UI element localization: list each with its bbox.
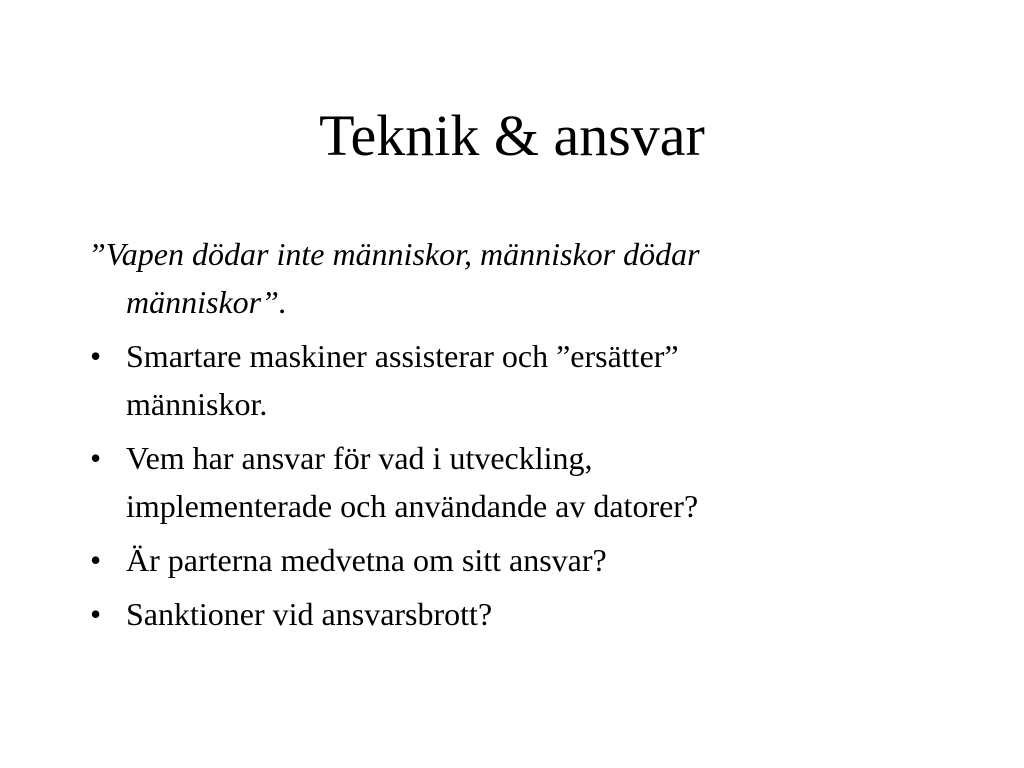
bullet-icon: • <box>90 338 102 374</box>
bullet-text: Sanktioner vid ansvarsbrott? <box>126 596 493 632</box>
bullet-item <box>88 590 968 638</box>
bullet-icon: • <box>90 440 102 476</box>
bullet-text: Är parterna medvetna om sitt ansvar? <box>126 542 607 578</box>
slide-title: Teknik & ansvar <box>319 103 705 168</box>
bullet-icon: • <box>90 596 102 632</box>
bullet-item <box>88 536 968 584</box>
slide-body <box>88 230 968 644</box>
quote-line-1: ”Vapen dödar inte människor, människor dödar <box>88 236 700 272</box>
bullet-item <box>88 332 968 428</box>
bullet-text-line-2: implementerade och användande av datorer? <box>126 488 699 524</box>
bullet-icon: • <box>90 542 102 578</box>
bullet-item <box>88 434 968 530</box>
bullet-list <box>88 332 968 638</box>
bullet-text-line-1: Vem har ansvar för vad i utveckling, <box>126 440 593 476</box>
quote <box>88 230 968 326</box>
quote-line-2: människor”. <box>126 284 287 320</box>
bullet-text-line-1: Smartare maskiner assisterar och ”ersätter” <box>126 338 679 374</box>
bullet-text-line-2: människor. <box>126 386 268 422</box>
